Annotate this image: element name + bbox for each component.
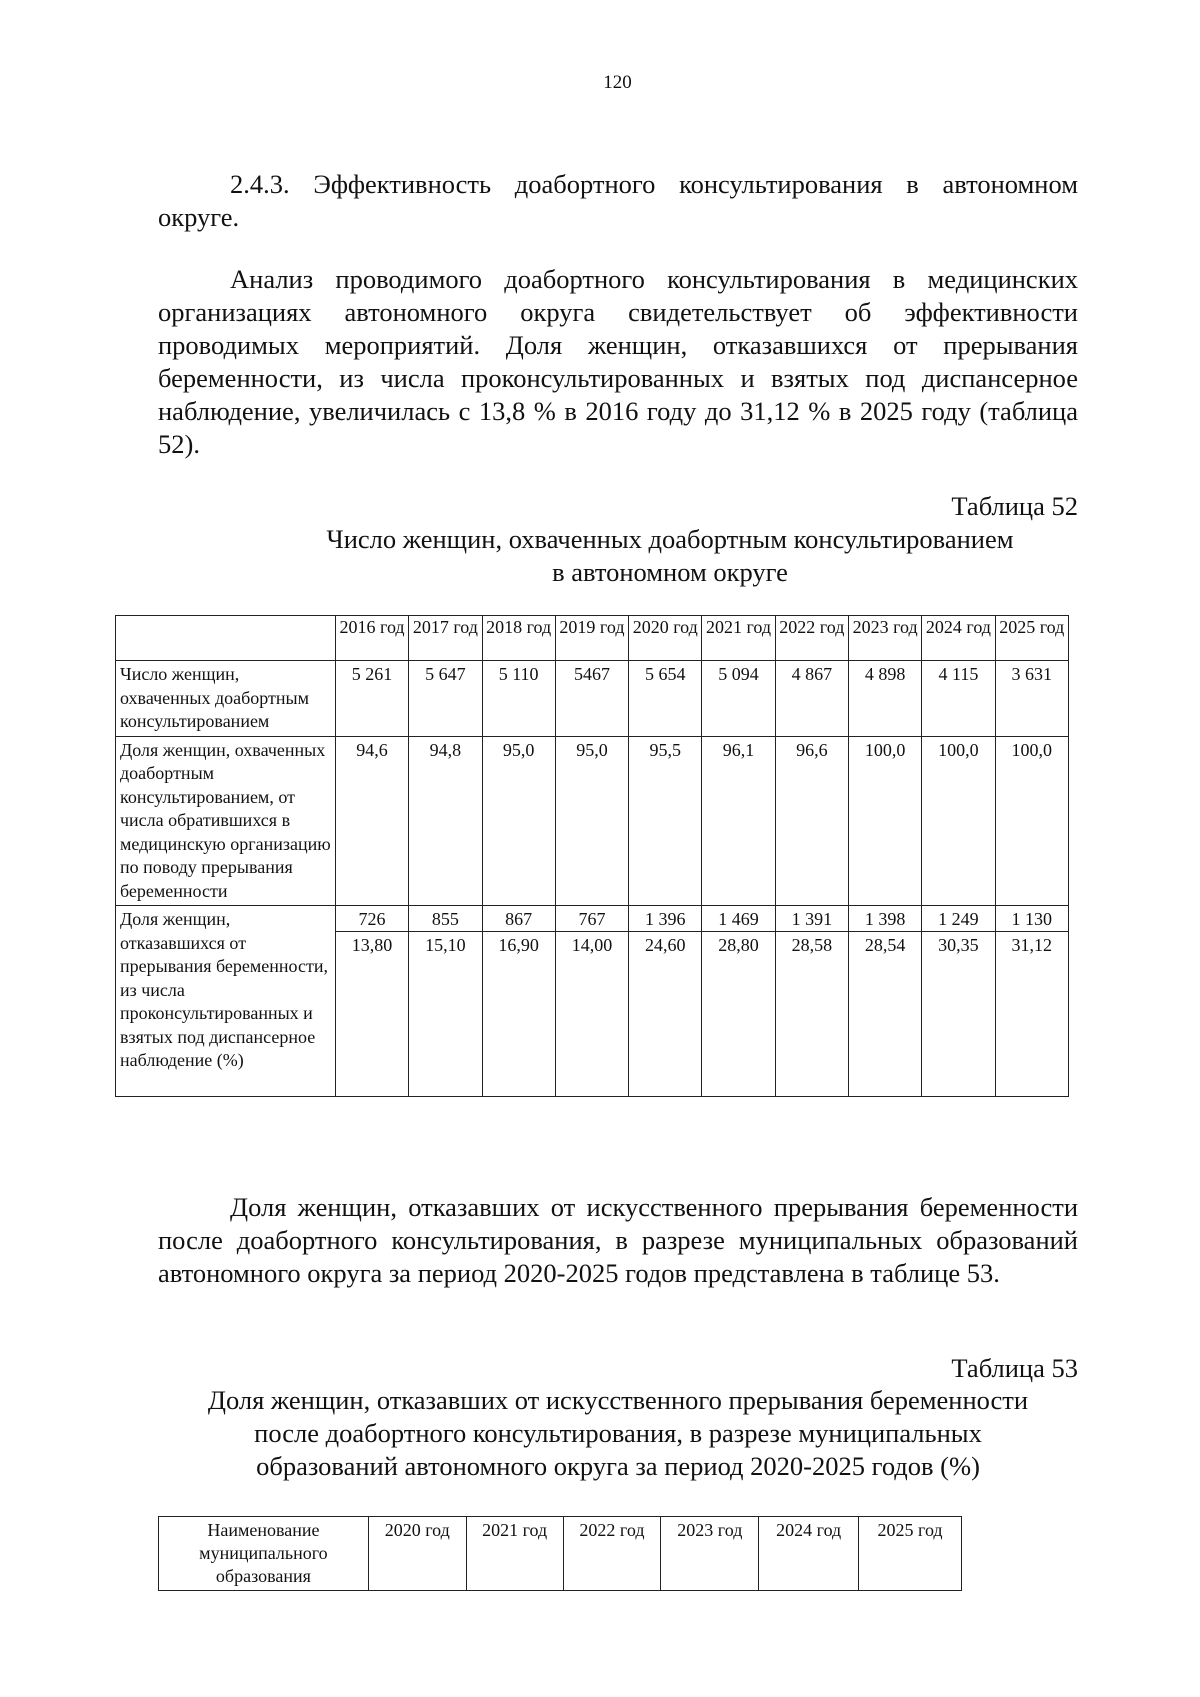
column-header: 2021 год [466, 1517, 563, 1591]
table-53 [158, 1516, 962, 1591]
table-cell: 95,5 [629, 736, 702, 906]
table-cell: 100,0 [995, 736, 1068, 906]
table-cell: 5 110 [482, 661, 555, 737]
year-header: 2016 год [335, 616, 408, 661]
table-cell: 94,6 [335, 736, 408, 906]
table-cell: 30,35 [922, 932, 995, 1097]
table-cell: 100,0 [922, 736, 995, 906]
table-cell: 1 130 [995, 906, 1068, 932]
paragraph-analysis: Анализ проводимого доабортного консультирования в медицинских организациях автономного округа свидетельствует об эффективности проводимых мероприятий. Доля женщин, отказавшихся от прерывания беременности, из числа проконсультированных и взятых под диспансерное наблюдение, увеличилась с 13,8 % в 2016 году до 31,12 % в 2025 году (таблица 52). [158, 264, 1078, 459]
table-52 [115, 615, 1069, 1097]
table-53-title-line3: образований автономного округа за период 2020-2025 годов (%) [256, 1451, 980, 1481]
table-cell: 5 647 [409, 661, 482, 737]
paragraph-municipal: Доля женщин, отказавших от искусственного прерывания беременности после доабортного консультирования, в разрезе муниципальных образований автономного округа за период 2020-2025 годов представлена в таблице 53. [158, 1192, 1078, 1288]
table-row [116, 906, 1069, 932]
table-cell: 3 631 [995, 661, 1068, 737]
section-heading: 2.4.3. Эффективность доабортного консультирования в автономном округе. [158, 169, 1078, 232]
table-cell: 4 898 [848, 661, 921, 737]
column-header: 2022 год [563, 1517, 661, 1591]
table-cell: 28,58 [775, 932, 848, 1097]
table-52-title-line1: Число женщин, охваченных доабортным консультированием [326, 524, 1014, 554]
table-cell: 15,10 [409, 932, 482, 1097]
table-52-corner-cell [116, 616, 336, 661]
table-cell: 1 396 [629, 906, 702, 932]
column-header: Наименование муниципального образования [159, 1517, 369, 1591]
table-53-title-line1: Доля женщин, отказавших от искусственного прерывания беременности [207, 1385, 1029, 1415]
year-header: 2022 год [775, 616, 848, 661]
row-label: Доля женщин, охваченных доабортным консультированием, от числа обратившихся в медицинскую организацию по поводу прерывания беременности [116, 736, 336, 906]
year-header: 2019 год [555, 616, 628, 661]
column-header: 2024 год [759, 1517, 859, 1591]
year-header: 2024 год [922, 616, 995, 661]
table-cell: 1 469 [702, 906, 775, 932]
table-cell: 95,0 [555, 736, 628, 906]
table-row [116, 736, 1069, 906]
table-53-caption: Таблица 53 [951, 1353, 1078, 1383]
table-cell: 1 391 [775, 906, 848, 932]
table-cell: 94,8 [409, 736, 482, 906]
year-header: 2023 год [848, 616, 921, 661]
table-cell: 24,60 [629, 932, 702, 1097]
table-52-title-line2: в автономном округе [552, 557, 788, 587]
row-label: Доля женщин, отказавшихся от прерывания беременности, из числа проконсультированных и взятых под диспансерное наблюдение (%) [116, 906, 336, 1097]
row-label: Число женщин, охваченных доабортным консультированием [116, 661, 336, 737]
table-cell: 100,0 [848, 736, 921, 906]
page-number: 120 [603, 72, 632, 93]
table-52-title [210, 523, 1130, 589]
table-cell: 867 [482, 906, 555, 932]
table-cell: 31,12 [995, 932, 1068, 1097]
table-cell: 1 249 [922, 906, 995, 932]
year-header: 2018 год [482, 616, 555, 661]
column-header: 2020 год [368, 1517, 466, 1591]
table-cell: 726 [335, 906, 408, 932]
table-cell: 14,00 [555, 932, 628, 1097]
table-cell: 4 867 [775, 661, 848, 737]
table-53-header-row [159, 1517, 962, 1591]
year-header: 2021 год [702, 616, 775, 661]
year-header: 2017 год [409, 616, 482, 661]
table-cell: 13,80 [335, 932, 408, 1097]
table-cell: 28,54 [848, 932, 921, 1097]
year-header: 2020 год [629, 616, 702, 661]
table-52-header-row [116, 616, 1069, 661]
table-cell: 767 [555, 906, 628, 932]
table-cell: 855 [409, 906, 482, 932]
table-cell: 5 261 [335, 661, 408, 737]
table-row [116, 661, 1069, 737]
table-cell: 4 115 [922, 661, 995, 737]
column-header: 2023 год [661, 1517, 759, 1591]
column-header: 2025 год [859, 1517, 962, 1591]
table-53-title [158, 1384, 1078, 1483]
year-header: 2025 год [995, 616, 1068, 661]
table-cell: 95,0 [482, 736, 555, 906]
table-cell: 28,80 [702, 932, 775, 1097]
table-cell: 5 654 [629, 661, 702, 737]
table-cell: 5 094 [702, 661, 775, 737]
table-cell: 1 398 [848, 906, 921, 932]
table-cell: 96,6 [775, 736, 848, 906]
table-53-title-line2: после доабортного консультирования, в разрезе муниципальных [254, 1418, 982, 1448]
table-52-caption: Таблица 52 [951, 491, 1078, 521]
table-cell: 16,90 [482, 932, 555, 1097]
table-cell: 96,1 [702, 736, 775, 906]
table-cell: 5467 [555, 661, 628, 737]
